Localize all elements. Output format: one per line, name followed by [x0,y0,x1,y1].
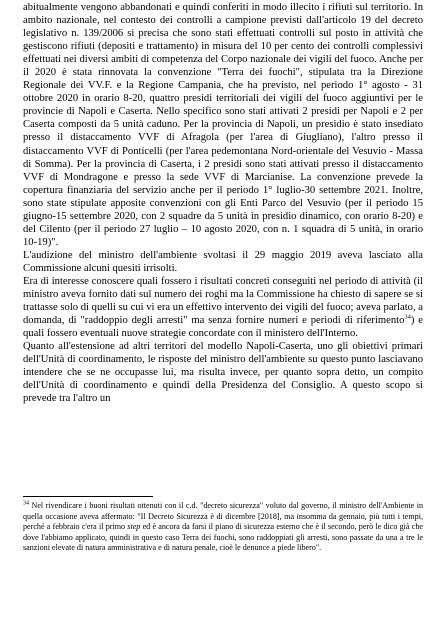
footnote-divider [23,496,153,497]
footnote [23,501,423,554]
body-text [23,1,423,405]
footnote-number: 34 [23,500,29,507]
footnote-text-italic: step [127,522,141,532]
paragraph-3 [23,275,423,340]
footnote-text-b: ed è ancora da farsi il piano di sicurezza esterno che è il secondo, però le dico già che dove l'abbiamo applicato, quindi in questo caso Terra dei fuochi, sono raddoppiati gli arresti, sono passate da una a tre le sanzioni elevate di natura amministrativa e di natura penale, cioè le denunce a piede libero". [23,522,423,553]
paragraph-2: L'audizione del ministro dell'ambiente svoltasi il 29 maggio 2019 aveva lasciato alla Commissione alcuni quesiti irrisolti. [23,249,423,274]
footnote-reference[interactable]: 34 [404,313,411,321]
paragraph-3-text: Era di interesse conoscere quali fossero i risultati concreti conseguiti nel periodo di attività (il ministro aveva fornito dati sul numero dei roghi ma la Commissione ha chiesto di sapere se si trattasse solo di quelli su cui vi era un effettivo intervento dei vigili del fuoco; aveva parlato, a domanda, di "raddoppio degli arresti" ma senza fornire numeri e periodi di riferimento [23,275,423,327]
footnote-text-a: Nel rivendicare i buoni risultati ottenuti con il c.d. "decreto sicurezza" voluto dal governo, il ministro dell'Ambiente in quella occasione aveva affermato: "Il Decreto Sicurezza è di dicembre [2018], ma insomma da gennaio, più tutti i tempi, perché a febbraio c'era il primo [23,501,423,532]
paragraph-4: Quanto all'estensione ad altri territori del modello Napoli-Caserta, uno gli obiettivi primari dell'Unità di coordinamento, le risposte del ministro dell'ambiente su questo punto lasciavano intendere che se ne occupasse lui, ma risulta invece, per quanto sopra detto, un compito dell'Unità di coordinamento e quindi della Presidenza del Consiglio. A questo scopo si prevede tra l'altro un [23,341,423,405]
paragraph-1: abitualmente vengono abbandonati e quindi conferiti in modo illecito i rifiuti sul territorio. In ambito nazionale, nel contesto dei controlli a campione previsti dall'articolo 19 del decreto legislativo n. 139/2006 si precisa che sono stati effettuati controlli sul posto in attività che gestiscono rifiuti (depositi e trattamento) in misura del 10 per cento dei controlli complessivi effettuati nei diversi ambiti di competenza del Corpo nazionale dei vigili del fuoco. Anche per il 2020 è stata rinnovata la convenzione "Terra dei fuochi", stipulata tra la Direzione Regionale dei VV.F. e la Regione Campania, che ha previsto, nel periodo 1° agosto - 31 ottobre 2020 in orario 8-20, quattro presidi territoriali dei vigili del fuoco aggiuntivi per le provincie di Napoli e Caserta. Nello specifico sono stati attivati 2 presidi per Napoli e 2 per Caserta composti da 5 unità caduno. Per la provincia di Napoli, un presidio è stato insediato presso il distaccamento VVF di Afragola (per l'area di Giugliano), l'altro presso il distaccamento VVF di Ponticelli (per l'area pedemontana Nord-orientale del Vesuvio - Massa di Somma). Per la provincia di Caserta, i 2 presidi sono stati attivati presso il distaccamento VVF di Mondragone e presso la sede VVF di Marcianise. La convenzione prevede la copertura finanziaria del servizio anche per il periodo 1° luglio-30 settembre 2021. Inoltre, sono state stipulate apposite convenzioni con gli Enti Parco del Vesuvio (per il periodo 15 giugno-15 settembre 2020, con 2 squadre da 5 unità in presidio dinamico, con orario 8-20) e del Cilento (per il periodo 27 luglio – 10 agosto 2020, con n. 1 squadra di 5 unità, in orario 10-19)". [23,2,423,248]
paragraph-3-tail: ) e quali fossero eventuali nuove strategie concordate con il ministero dell'Interno. [23,315,423,340]
